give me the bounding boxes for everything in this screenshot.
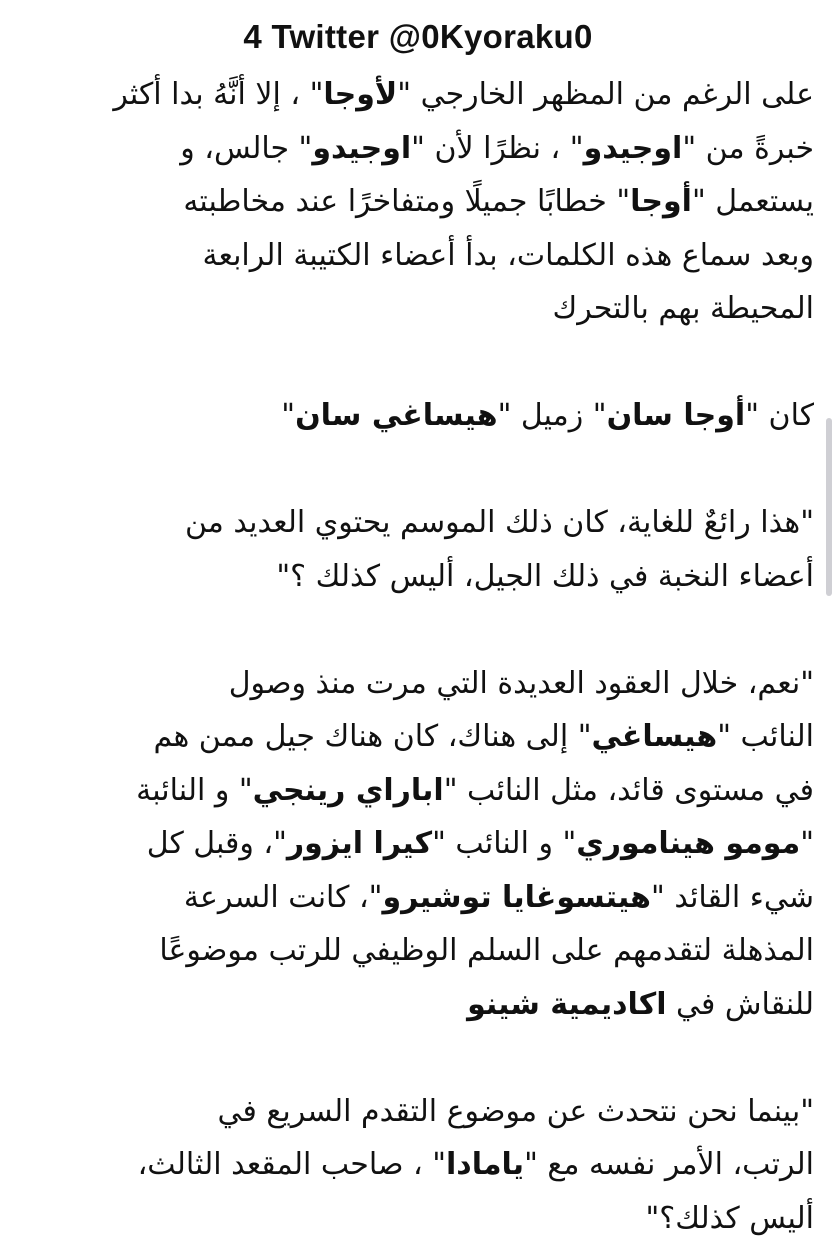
bold-name-text: أوجا سان bbox=[607, 398, 746, 433]
text-line bbox=[86, 229, 814, 283]
text-line bbox=[86, 924, 814, 978]
bold-name-text: اكاديمية شينو bbox=[467, 987, 666, 1022]
paragraph-gap bbox=[86, 336, 814, 390]
text-segment: " إلى هناك، كان هناك جيل ممن هم bbox=[153, 719, 591, 754]
bold-name-text: هيساغي سان bbox=[295, 398, 498, 433]
text-segment: " bbox=[800, 826, 814, 861]
bold-name-text: مومو هيناموري bbox=[576, 826, 800, 861]
text-segment: " bbox=[281, 398, 295, 433]
text-segment: المذهلة لتقدمهم على السلم الوظيفي للرتب موضوعًا bbox=[159, 933, 814, 968]
paragraph-gap bbox=[86, 1031, 814, 1085]
text-segment: شيء القائد " bbox=[651, 880, 814, 915]
text-segment: خبرةً من " bbox=[682, 131, 814, 166]
text-segment: يستعمل " bbox=[692, 184, 814, 219]
text-segment: للنقاش في bbox=[667, 987, 814, 1022]
page-header-title: 4 Twitter @0Kyoraku0 bbox=[0, 18, 836, 56]
text-segment: " ، نظرًا لأن " bbox=[411, 131, 583, 166]
text-segment: " جالس، و bbox=[180, 131, 312, 166]
text-line bbox=[86, 496, 814, 550]
text-segment: المحيطة بهم بالتحرك bbox=[553, 291, 814, 326]
text-segment: " و النائب " bbox=[432, 826, 576, 861]
text-segment: "، وقبل كل bbox=[147, 826, 287, 861]
text-line bbox=[86, 978, 814, 1032]
text-segment: "نعم، خلال العقود العديدة التي مرت منذ وصول bbox=[229, 666, 814, 701]
text-segment: " ، إلا أنَّهُ بدا أكثر bbox=[113, 77, 323, 112]
bold-name-text: اباراي رينجي bbox=[253, 773, 444, 808]
text-line bbox=[86, 764, 814, 818]
text-segment: الرتب، الأمر نفسه مع " bbox=[524, 1147, 814, 1182]
text-line bbox=[86, 389, 814, 443]
text-segment: " ، صاحب المقعد الثالث، bbox=[138, 1147, 446, 1182]
text-line bbox=[86, 1085, 814, 1139]
text-line bbox=[86, 817, 814, 871]
bold-name-text: لأوجا bbox=[323, 77, 397, 112]
text-segment: على الرغم من المظهر الخارجي " bbox=[397, 77, 814, 112]
vertical-scrollbar[interactable] bbox=[826, 418, 832, 596]
text-line bbox=[86, 871, 814, 925]
paragraph-gap bbox=[86, 603, 814, 657]
bold-name-text: هيتسوغايا توشيرو bbox=[382, 880, 651, 915]
text-line bbox=[86, 122, 814, 176]
bold-name-text: اوجيدو bbox=[312, 131, 411, 166]
text-segment: "بينما نحن نتحدث عن موضوع التقدم السريع في bbox=[218, 1094, 814, 1129]
text-segment: النائب " bbox=[717, 719, 814, 754]
text-line bbox=[86, 175, 814, 229]
article-body bbox=[86, 68, 814, 1245]
text-line bbox=[86, 68, 814, 122]
text-line bbox=[86, 550, 814, 604]
text-line bbox=[86, 657, 814, 711]
text-line bbox=[86, 282, 814, 336]
text-segment: وبعد سماع هذه الكلمات، بدأ أعضاء الكتيبة الرابعة bbox=[203, 238, 814, 273]
text-segment: "هذا رائعٌ للغاية، كان ذلك الموسم يحتوي العديد من bbox=[185, 505, 814, 540]
text-segment: كان " bbox=[745, 398, 814, 433]
paragraph-gap bbox=[86, 443, 814, 497]
text-segment: أعضاء النخبة في ذلك الجيل، أليس كذلك ؟" bbox=[276, 559, 814, 594]
text-segment: أليس كذلك؟" bbox=[646, 1201, 815, 1236]
text-segment: في مستوى قائد، مثل النائب " bbox=[444, 773, 814, 808]
text-line bbox=[86, 710, 814, 764]
bold-name-text: أوجا bbox=[630, 184, 692, 219]
bold-name-text: كيرا ايزور bbox=[287, 826, 432, 861]
bold-name-text: يامادا bbox=[446, 1147, 524, 1182]
text-segment: " خطابًا جميلًا ومتفاخرًا عند مخاطبته bbox=[183, 184, 630, 219]
text-line bbox=[86, 1138, 814, 1192]
bold-name-text: اوجيدو bbox=[584, 131, 683, 166]
bold-name-text: هيساغي bbox=[592, 719, 718, 754]
text-segment: " و النائبة bbox=[136, 773, 253, 808]
text-segment: "، كانت السرعة bbox=[184, 880, 383, 915]
text-segment: " زميل " bbox=[498, 398, 607, 433]
